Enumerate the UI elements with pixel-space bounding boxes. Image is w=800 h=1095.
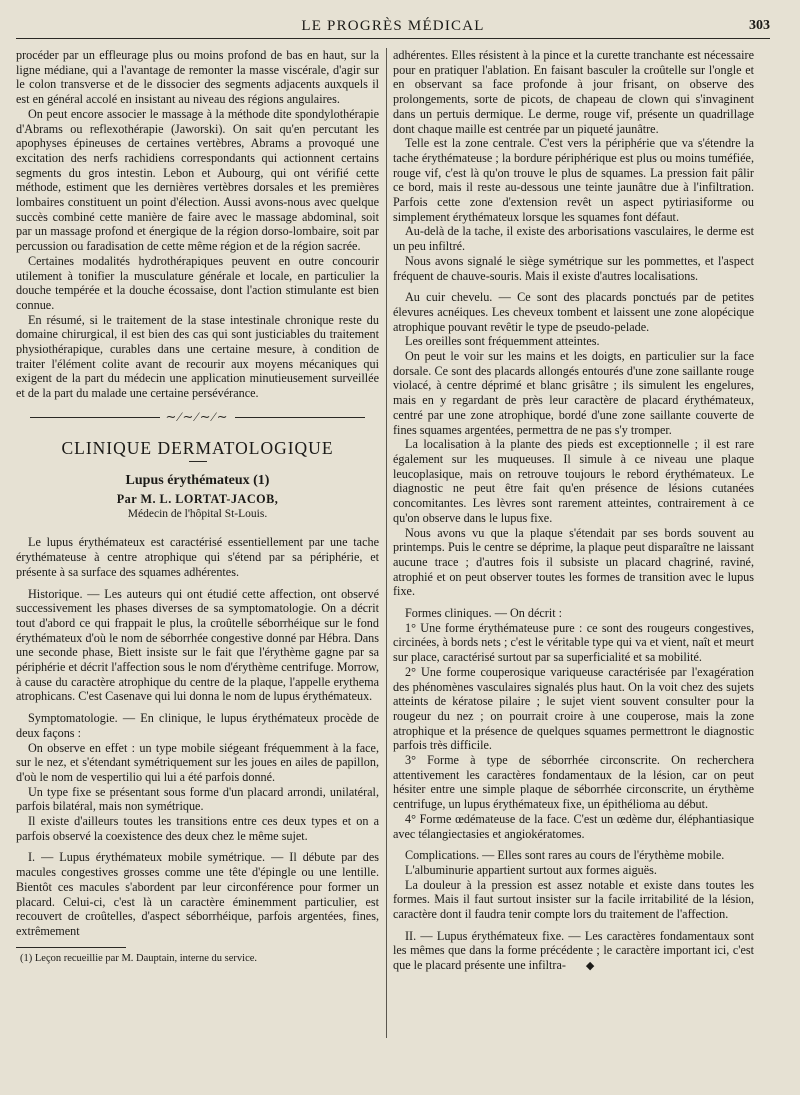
author-affiliation: Médecin de l'hôpital St-Louis. bbox=[127, 507, 268, 520]
paragraph: Telle est la zone centrale. C'est vers la périphérie que va s'étendre la tache érythémateuse ; la bordure périphérique est plus ou moins tuméfiée, rouge vif, c'est là qu'on trouve le plus de squames. La pression fait pâlir ce bord, mais il reste au-dessous une teinte jaunâtre due à l'infiltration. Parfois cette zone d'extension revêt un aspect pytiriasiforme ou simplement érythémateux lorsque les squames font défaut. bbox=[393, 136, 754, 224]
separator-rule bbox=[30, 417, 160, 418]
footnote-rule bbox=[16, 947, 126, 948]
paragraph: Au-delà de la tache, il existe des arborisations vasculaires, le derme est un peu infiltré. bbox=[393, 224, 754, 254]
paragraph: 1° Une forme érythémateuse pure : ce sont des rougeurs congestives, circinées, à bords nets ; c'est le véritable type qui va et vient, naît et meurt sur place, caractérisé surtout par sa superficialité et sa mobilité. bbox=[393, 620, 754, 665]
paragraph: On observe en effet : un type mobile siégeant fréquemment à la face, sur le nez, et s'étendant symétriquement sur les joues en ailes de papillon, d'où le nom de vespertilio qui lui a été parfois donné. bbox=[16, 740, 379, 784]
paragraph: La douleur à la pression est assez notable et existe dans toutes les formes. Mais il faut surtout insister sur la facile irritabilité de la lésion, caractère dont il faudra tenir compte lors du traitement de l'affection. bbox=[393, 877, 754, 922]
paragraph: On peut encore associer le massage à la méthode dite spondylothérapie d'Abrams ou reflexothérapie (Jaworski). On sait qu'en percutant les apophyses épineuses de certaines vertèbres, Abrams a provoqué une excitation des nerfs rachidiens correspondants qui actionnent certains segments du gros intestin. Lebon et Aubourg, qui ont vérifié cette méthode, estiment que les dernières vertèbres dorsales et les premières lombaires constituent un point d'élection. Aussi avons-nous avec quelque succès combiné cette manière de faire avec le massage abdominal, soit par un massage profond et énergique de la région dorso-lombaire, soit par percussion ou faradisation de cette même région et de la région sacrée. bbox=[16, 106, 379, 254]
paragraph: Il existe d'ailleurs toutes les transitions entre ces deux types et on a parfois observé la coexistence des deux chez le même sujet. bbox=[16, 814, 379, 843]
title-rule bbox=[189, 461, 207, 462]
article-title: Lupus érythémateux (1) bbox=[125, 473, 270, 489]
paragraph-text: II. — Lupus érythémateux fixe. — Les caractères fondamentaux sont les mêmes que dans la forme précédente ; le caractère important ici, c'est que le placard présente une infiltra- bbox=[393, 928, 754, 973]
paragraph: La localisation à la plante des pieds est exceptionnelle ; il est rare également sur les muqueuses. Il simule à ce niveau une plaque leucoplasique, mais on retrouve toujours le rebord érythémateux. Le diagnostic ne peut être fait qu'en présence de lésions cutanées concomitantes. Les lèvres sont rarement atteintes, contrairement à ce qu'on observe dans le lupus fixe. bbox=[393, 437, 754, 525]
separator-ornament: ∼∕∼∕∼∕∼ bbox=[165, 408, 230, 424]
paragraph: Le lupus érythémateux est caractérisé essentiellement par une tache érythémateuse à centre atrophique qui s'étend par sa périphérie, et présente à sa surface des squames adhérentes. bbox=[16, 535, 379, 579]
paragraph: 2° Une forme couperosique variqueuse caractérisée par l'exagération des phénomènes vasculaires signalés plus haut. On la voit chez des sujets atteints de kératose pilaire ; le sujet vient souvent consulter pour la rougeur du nez ; on pourrait croire à une couperose, mais la zone atrophique et la présence de quelques squames permettront le diagnostic parfois très difficile. bbox=[393, 664, 754, 753]
paragraph: 4° Forme œdémateuse de la face. C'est un œdème dur, éléphantiasique avec télangiectasies et angiokératomes. bbox=[393, 811, 754, 841]
paragraph: Au cuir chevelu. — Ce sont des placards ponctués par de petites élevures acnéiques. Les cheveux tombent et laissent une zone alopécique atrophique pouvant revêtir le type de pseudo-pelade. bbox=[393, 290, 754, 334]
author-byline: Par M. L. LORTAT-JACOB, bbox=[116, 491, 279, 506]
paragraph: L'albuminurie appartient surtout aux formes aiguës. bbox=[405, 862, 657, 877]
column-divider bbox=[386, 48, 387, 1038]
paragraph: Symptomatologie. — En clinique, le lupus érythémateux procède de deux façons : bbox=[16, 711, 379, 740]
footnote: (1) Leçon recueillie par M. Dauptain, interne du service. bbox=[20, 952, 258, 964]
paragraph: On peut le voir sur les mains et les doigts, en particulier sur la face dorsale. Ce sont des placards allongés entourés d'une zone saillante rouge violacé, à centre déprimé et blanc grisâtre ; ils simulent les engelures, mais en y regardant de près leur caractère de placard érythémateux, centré par une zone atrophique, bordé d'une zone saillante couverte de fines squames argentées, permettra de ne pas s'y tromper. bbox=[393, 349, 754, 437]
paragraph: Un type fixe se présentant sous forme d'un placard arrondi, unilatéral, parfois bilatéral, mais non symétrique. bbox=[16, 784, 379, 814]
section-title: CLINIQUE DERMATOLOGIQUE bbox=[61, 437, 334, 458]
paragraph: Historique. — Les auteurs qui ont étudié cette affection, ont observé successivement les phases diverses de sa symptomatologie. On a décrit tout d'abord ce qui frappait le plus, la croûtelle séborrhéique sur le fond érythémateux d'où le nom de séborrhée congestive donné par Hébra. Dans une seconde phase, Biett insiste sur le fait que l'érythème gagne par sa périphérie et décrit l'affection sous le nom d'érythème centrifuge. Morrow, à cause du caractère atrophique du centre de la plaque, l'appelle erythema atrophicans. C'est Casenave qui lui donna le nom de lupus érythémateux. bbox=[16, 586, 379, 704]
page-header bbox=[16, 12, 770, 39]
separator-rule bbox=[235, 417, 365, 418]
paragraph: I. — Lupus érythémateux mobile symétrique. — Il débute par des macules congestives grosses comme une tête d'épingle ou une lentille. Bientôt ces macules s'abordent par leur circonférence pour former un placard. Celui-ci, c'est là un caractère éminemment particulier, est recouvert de croûtelles, d'aspect séborrhéique, parfois argentées, fines, extrêmement bbox=[16, 850, 379, 938]
paragraph: procéder par un effleurage plus ou moins profond de bas en haut, sur la ligne médiane, qui a l'avantage de remonter la masse viscérale, d'agir sur le colon transverse et de le dissocier des segments adjacents auxquels il est en général accolé en insistant au niveau des régions angulaires. bbox=[16, 48, 379, 107]
end-ornament: ◆ bbox=[585, 960, 595, 973]
running-title: LE PROGRÈS MÉDICAL bbox=[301, 18, 485, 34]
right-column bbox=[393, 48, 754, 974]
paragraph: En résumé, si le traitement de la stase intestinale chronique reste du domaine chirurgical, il est bien des cas qui sont justiciables du traitement physiothérapique, curables dans une certaine mesure, à condition de traiter l'élément colite avant de recourir aux moyens mécaniques qui exigent de la part du médecin une application minutieusement surveillée et de la part du malade une certaine persévérance. bbox=[16, 312, 379, 401]
section-separator bbox=[16, 410, 379, 425]
paragraph bbox=[393, 929, 754, 974]
paragraph: Les oreilles sont fréquemment atteintes. bbox=[405, 334, 600, 349]
page-number: 303 bbox=[749, 18, 770, 33]
paragraph: adhérentes. Elles résistent à la pince et la curette tranchante est nécessaire pour en pratiquer l'ablation. En faisant basculer la croûtelle sur l'ongle et en observant sa face profonde à jour frisant, on observe des prolongements, sorte de picots, de chapeau de clown qui s'invaginent dans un pertuis dermique. Le derme, rouge vif, présente un quadrillage dont chaque maille est centrée par un piqueté jaunâtre. bbox=[393, 48, 754, 136]
paragraph: Complications. — Elles sont rares au cours de l'érythème mobile. bbox=[405, 848, 725, 863]
left-column bbox=[16, 48, 379, 966]
paragraph: Certaines modalités hydrothérapiques peuvent en outre concourir utilement à tonifier la musculature générale et locale, en particulier la douche tempérée et la douche écossaise, dont l'action stimulante est bien connue. bbox=[16, 253, 379, 312]
paragraph: Nous avons vu que la plaque s'étendait par ses bords souvent au printemps. Puis le centre se déprime, la plaque peut disparaître ne laissant aucune trace ; d'autres fois il subsiste un placard chagriné, raviné, atrophié et on peut observer toutes les formes de transition avec le lupus fixe. bbox=[393, 525, 754, 599]
paragraph: Formes cliniques. — On décrit : bbox=[405, 606, 563, 621]
paragraph: Nous avons signalé le siège symétrique sur les pommettes, et l'aspect fréquent de chauve-souris. Mais il existe d'autres localisations. bbox=[393, 253, 754, 283]
paragraph: 3° Forme à type de séborrhée circonscrite. On recherchera attentivement les caractères fondamentaux de la lésion, car on peut hésiter entre une simple plaque de séborrhée circonscrite, un érythème centrifuge, un lupus érythémateux fixe, un épithélioma au début. bbox=[393, 753, 754, 812]
